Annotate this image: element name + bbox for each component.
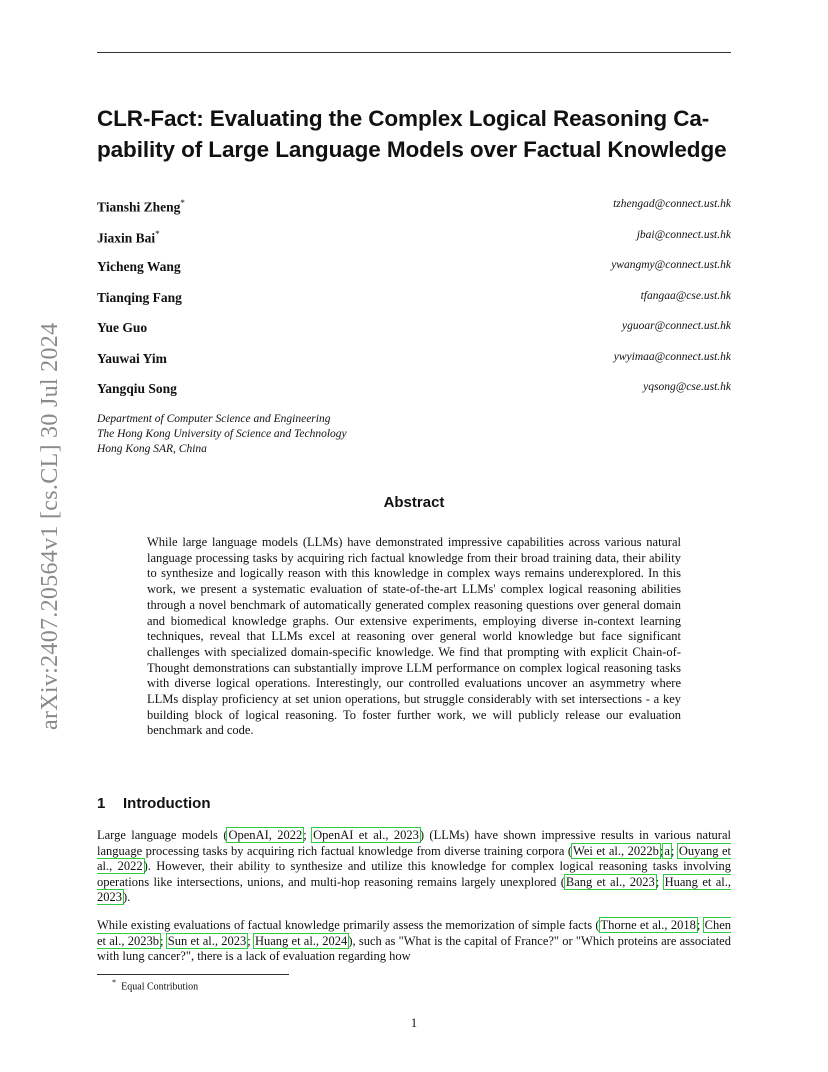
citation-link[interactable]: Ouyang et al., 2022	[97, 843, 731, 874]
author-email[interactable]: tzhengad@connect.ust.hk	[613, 198, 731, 210]
author-email[interactable]: yguoar@connect.ust.hk	[622, 320, 731, 332]
author-row	[97, 198, 731, 216]
citation-link[interactable]: Chen et al., 2023b	[97, 918, 732, 948]
paper-title	[97, 103, 737, 165]
affiliation	[97, 412, 347, 457]
author-row	[97, 229, 731, 247]
page-number: 1	[410, 1016, 418, 1030]
text-span: ).	[123, 890, 131, 905]
citation-link[interactable]: Huang et al., 2024	[254, 933, 348, 948]
author-name	[97, 259, 181, 275]
arxiv-stamp: arXiv:2407.20564v1 [cs.CL] 30 Jul 2024	[37, 322, 63, 730]
text-span: ;	[696, 918, 704, 932]
abstract-text: While large language models (LLMs) have demonstrated impressive capabilities across various natural language processing tasks by acquiring rich factual knowledge from their broad training data, their ability to synthesize and logically reason with this knowledge in complex ways remains underexplored. In this work, we present a systematic evaluation of state-of-the-art LLMs' complex logical reasoning abilities through a novel benchmark of automatically generated complex reasoning questions over general domain and biomedical knowledge graphs. Our extensive experiments, employing diverse in-context learning techniques, reveal that LLMs excel at reasoning over general world knowledge but face significant challenges with specialized domain-specific knowledge. We find that prompting with explicit Chain-of-Thought demonstrations can substantially improve LLM performance on complex logical reasoning tasks with diverse logical operations. Interestingly, our controlled evaluations uncover an asymmetry where LLMs display proficiency at set union operations, but struggle considerably with set intersections - a key building block of logical reasoning. To foster further work, we will publicly release our evaluation benchmark and code.	[147, 535, 681, 738]
abstract-heading: Abstract	[383, 494, 445, 511]
author-row	[97, 290, 731, 308]
intro-paragraph-1	[97, 828, 731, 906]
text-span: ;	[655, 874, 664, 889]
text-span: ;	[670, 843, 678, 858]
section-heading	[97, 795, 210, 812]
author-name-text: Tianqing Fang	[97, 290, 182, 305]
author-row	[97, 381, 731, 399]
citation-link[interactable]: Bang et al., 2023	[565, 874, 655, 889]
text-span: ). However, their ability to synthesize and utilize this knowledge for complex logical reasoning tasks involving operations like intersections, unions, and multi-hop reasoning remains largely unexplored (	[97, 859, 731, 889]
citation-link[interactable]: OpenAI et al., 2023	[313, 828, 419, 842]
author-email[interactable]: ywyimaa@connect.ust.hk	[613, 351, 731, 363]
affiliation-line: Department of Computer Science and Engineering	[97, 413, 331, 425]
author-row	[97, 320, 731, 338]
citation-link[interactable]: Wei et al., 2022b	[573, 843, 659, 858]
text-span: ;	[160, 933, 167, 948]
footnote-mark: *	[112, 978, 117, 987]
author-name-text: Yue Guo	[97, 320, 148, 335]
top-rule	[97, 52, 731, 53]
citation-link[interactable]: OpenAI, 2022	[228, 828, 303, 842]
author-name	[97, 229, 160, 247]
author-name	[97, 320, 147, 336]
title-line-2: pability of Large Language Models over Factual Knowledge	[97, 137, 727, 162]
citation-link[interactable]: a	[664, 843, 670, 858]
section-number: 1	[97, 795, 106, 812]
author-name-text: Tianshi Zheng	[97, 199, 181, 215]
footnote-text: Equal Contribution	[121, 981, 199, 993]
author-name	[97, 351, 167, 367]
section-title: Introduction	[123, 795, 211, 812]
author-name-text: Yicheng Wang	[97, 259, 181, 274]
author-name	[97, 198, 185, 216]
intro-paragraph-2	[97, 918, 731, 965]
affiliation-line: The Hong Kong University of Science and Technology	[97, 428, 347, 440]
equal-contribution-mark: *	[180, 198, 185, 208]
text-span: Large language models (	[97, 828, 228, 842]
author-name-text: Yauwai Yim	[97, 351, 167, 366]
footnote-rule	[97, 974, 289, 975]
author-email[interactable]: ywangmy@connect.ust.hk	[611, 259, 731, 271]
citation-link[interactable]: Sun et al., 2023	[167, 933, 247, 948]
author-name	[97, 290, 182, 306]
author-row	[97, 259, 731, 277]
text-span: ) (LLMs) have shown impressive results in various natural language processing tasks by acquiring rich factual knowledge from diverse training corpora (	[97, 828, 731, 858]
text-span: ), such as "What is the capital of France?" or "Which proteins are associated with lung cancer?", there is a lack of evaluation regarding how	[97, 933, 731, 964]
text-span: ;	[303, 828, 313, 842]
author-email[interactable]: tfangaa@cse.ust.hk	[640, 290, 731, 302]
citation-link[interactable]: Huang et al., 2023	[97, 874, 732, 905]
text-span: ;	[247, 933, 254, 948]
author-name	[97, 381, 177, 397]
citation-link[interactable]: Thorne et al., 2018	[600, 918, 696, 932]
footnote	[112, 978, 198, 992]
text-span: While existing evaluations of factual knowledge primarily assess the memorization of simple facts (	[97, 918, 600, 932]
affiliation-line: Hong Kong SAR, China	[97, 443, 207, 455]
author-name-text: Yangqiu Song	[97, 381, 177, 396]
author-email[interactable]: jbai@connect.ust.hk	[636, 229, 731, 241]
author-row	[97, 351, 731, 369]
text-span: ;	[659, 843, 664, 858]
author-name-text: Jiaxin Bai	[97, 230, 156, 246]
title-line-1: CLR-Fact: Evaluating the Complex Logical Reasoning Ca-	[97, 106, 710, 131]
equal-contribution-mark: *	[155, 229, 160, 239]
author-email[interactable]: yqsong@cse.ust.hk	[643, 381, 731, 393]
